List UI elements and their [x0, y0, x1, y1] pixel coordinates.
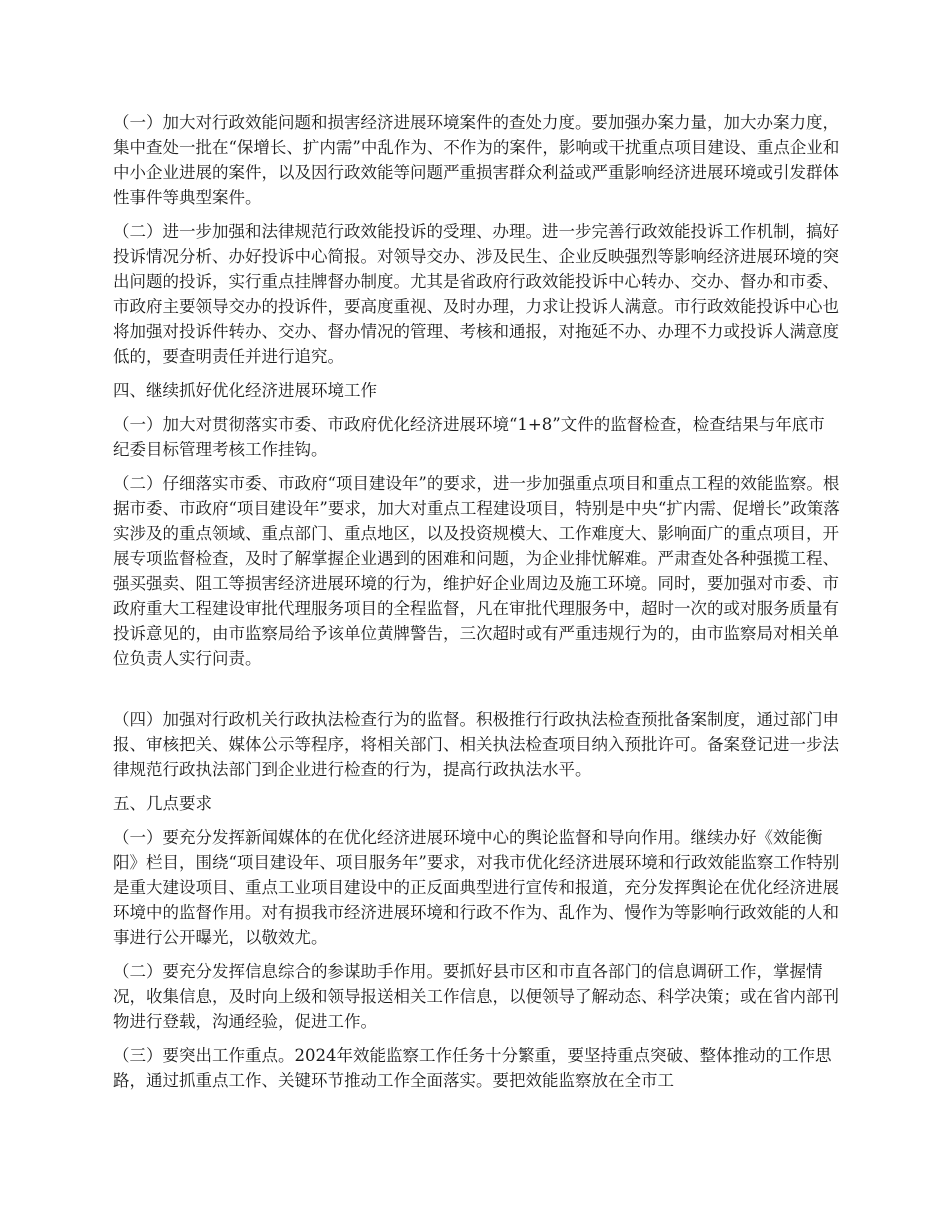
- paragraph-key-work: （三）要突出工作重点。2024年效能监察工作任务十分繁重，要坚持重点突破、整体推动的工作思路，通过抓重点工作、关键环节推动工作全面落实。要把效能监察放在全市工: [113, 1046, 832, 1090]
- section-heading-five: 五、几点要求: [113, 794, 212, 813]
- paragraph-information: （二）要充分发挥信息综合的参谋助手作用。要抓好县市区和市直各部门的信息调研工作，掌握情况，收集信息，及时向上级和领导报送相关工作信息，以便领导了解动态、科学决策；或在省内部刊物进行登载，沟通经验，促进工作。: [113, 962, 839, 1031]
- paragraph-media: （一）要充分发挥新闻媒体的在优化经济进展环境中心的舆论监督和导向作用。继续办好《效能衡阳》栏目，围绕“项目建设年、项目服务年”要求，对我市优化经济进展环境和行政效能监察工作特别是重大建设项目、重点工业项目建设中的正反面典型进行宣传和报道，充分发挥舆论在优化经济进展环境中的监督作用。对有损我市经济进展环境和行政不作为、乱作为、慢作为等影响行政效能的人和事进行公开曝光，以敬效尤。: [113, 828, 840, 947]
- paragraph-supervision-check: （一）加大对贯彻落实市委、市政府优化经济进展环境“1+8”文件的监督检查，检查结果与年底市纪委目标管理考核工作挂钩。: [113, 415, 825, 459]
- section-heading-four: 四、继续抓好优化经济进展环境工作: [113, 381, 377, 400]
- blank-gap: [113, 680, 841, 707]
- paragraph-law-enforcement: （四）加强对行政机关行政执法检查行为的监督。积极推行行政执法检查预批备案制度，通过部门申报、审核把关、媒体公示等程序，将相关部门、相关执法检查项目纳入预批许可。备案登记进一步法律规范行政执法部门到企业进行检查的行为，提高行政执法水平。: [113, 710, 839, 779]
- paragraph-investigation: （一）加大对行政效能问题和损害经济进展环境案件的查处力度。要加强办案力量，加大办案力度，集中查处一批在“保增长、扩内需”中乱作为、不作为的案件，影响或干扰重点项目建设、重点企业和中小企业进展的案件，以及因行政效能等问题严重损害群众利益或严重影响经济进展环境或引发群体性事件等典型案件。: [113, 113, 840, 207]
- paragraph-project-year: （二）仔细落实市委、市政府“项目建设年”的要求，进一步加强重点项目和重点工程的效能监察。根据市委、市政府“项目建设年”要求，加大对重点工程建设项目，特别是中央“扩内需、促增长”政策落实涉及的重点领域、重点部门、重点地区，以及投资规模大、工作难度大、影响面广的重点项目，开展专项监督检查，及时了解掌握企业遇到的困难和问题，为企业排忧解难。严肃查处各种强揽工程、强买强卖、阻工等损害经济进展环境的行为，维护好企业周边及施工环境。同时，要加强对市委、市政府重大工程建设审批代理服务项目的全程监督，凡在审批代理服务中，超时一次的或对服务质量有投诉意见的，由市监察局给予该单位黄牌警告，三次超时或有严重违规行为的，由市监察局对相关单位负责人实行问责。: [113, 474, 840, 668]
- paragraph-complaints: （二）进一步加强和法律规范行政效能投诉的受理、办理。进一步完善行政效能投诉工作机制，搞好投诉情况分析、办好投诉中心简报。对领导交办、涉及民生、企业反映强烈等影响经济进展环境的突出问题的投诉，实行重点挂牌督办制度。尤其是省政府行政效能投诉中心转办、交办、督办和市委、市政府主要领导交办的投诉件，要高度重视、及时办理，力求让投诉人满意。市行政效能投诉中心也将加强对投诉件转办、交办、督办情况的管理、考核和通报，对拖延不办、办理不力或投诉人满意度低的，要查明责任并进行追究。: [113, 222, 839, 366]
- document-page: [113, 110, 841, 1102]
